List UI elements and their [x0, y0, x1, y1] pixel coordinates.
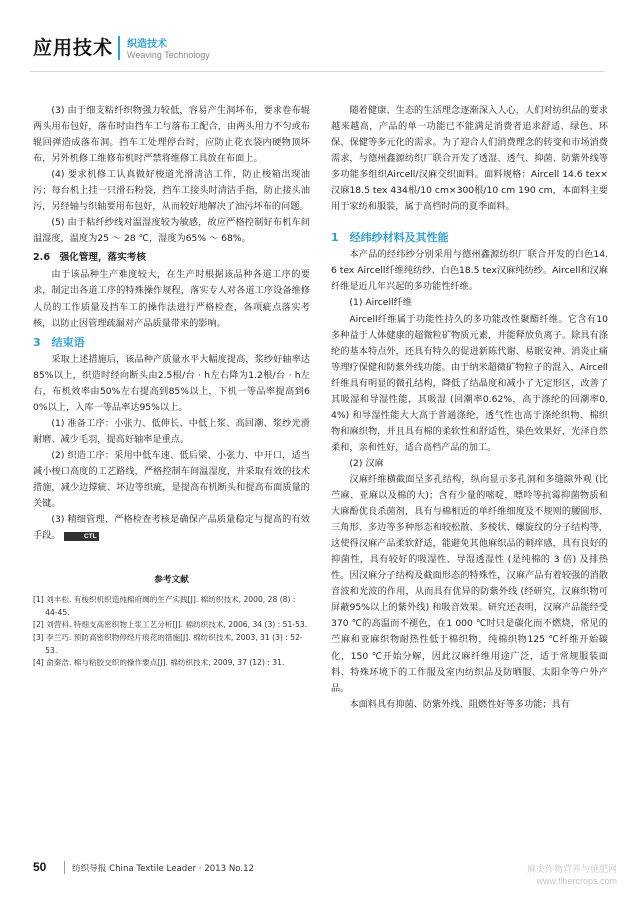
references-heading: 参考文献 — [154, 575, 189, 586]
page-number: 50 — [33, 860, 47, 874]
paragraph: 本产品的经纬纱分别采用与德州鑫源纺织厂联合开发的白色14.6 tex Aircell纤维纯纺纱、白色18.5 tex汉麻纯纺纱。Aircell和汉麻纤维是近几年兴起的多功能性纤维。 — [331, 249, 608, 293]
subsection-heading: (2) 汉麻 — [349, 457, 384, 469]
paragraph-last — [33, 512, 310, 544]
reference-item: [3] 李兰巧. 预防高密织物停经片痕花的措施[J]. 棉纺织技术, 2003, 31 (3) : 52-53. — [33, 633, 303, 655]
watermark-text: 麻类作物营养与施肥网 — [526, 865, 617, 875]
category-en: Weaving Technology — [127, 50, 210, 60]
page-header — [0, 0, 635, 80]
category-cn: 织造技术 — [127, 39, 167, 50]
header-divider — [118, 36, 120, 60]
left-column — [33, 103, 310, 670]
header-rule — [30, 71, 605, 72]
subsection-heading: (1) Aircell纤维 — [349, 297, 412, 309]
paragraph: Aircell纤维属于功能性持久的多功能改性聚酯纤维。它含有10多种益于人体健康的超微粒矿物质元素，并能释放负离子。除具有涤纶的基本特点外，还具有特久的促进新陈代谢、易眠安神、消炎止痛等理疗保健和防紫外线功能。由于纳米超微矿物粒子的混入，Aircell纤维具有明显的微孔结构，降低了结晶度和减小了无定形区，改善了其吸湿和导湿性能，其吸湿 (回潮率0.62%，高于涤纶的回潮率0.4%) 和导湿性能大大高于普通涤纶，透气性也高于涤纶织物、棉织物和麻织物，并且具有棉的柔软性和舒适性，染色效果好，光泽自然柔和，亲和性好，适合高档产品的加工。 — [331, 313, 608, 453]
section-heading: 3 结束语 — [33, 335, 85, 349]
paragraph: 由于该品种生产难度较大，在生产时根据该品种各道工序的要求，制定出各道工序的特殊操作规程，落实专人对各道工序设备维修人员的工作质量及挡车工的操作法进行严格检查，各项疵点落实考核，以防止因管理疏漏对产品质量带来的影响。 — [33, 269, 310, 329]
reference-item: [1] 刘丰松. 有梭织机织造纯棉府绸的生产实践[J]. 棉纺织技术, 2000, 28 (8) : 44-45. — [33, 595, 296, 617]
journal-name: 纺织导报 China Textile Leader · 2013 No.12 — [72, 864, 255, 874]
paragraph: (4) 要求机修工认真做好梭道光滑清洁工作，防止梭箱出现油污；每台机上挂一只滑石粉袋，挡车工接头时清洁手指，防止接头油污，另经轴与织轴要用布包好，从而较好地解决了油污坏布的问题。 — [33, 169, 310, 213]
paragraph: 汉麻纤维横截面呈多孔结构，纵向显示多孔洞和多缝隙外观 (比苎麻、亚麻以及棉的大)；含有少量的嘧啶，嘌呤等抗霉抑菌物质和大麻酚优良杀菌剂，具有与棉相近的单纤维细度及不规则的腰圆形、三角形、多边等多种形态和较松散、多棱状、螺旋纹的分子结构等，这使得汉麻产品柔软舒适，能避免其他麻织品的刺痒感，具有良好的抑菌性，具有较好的吸湿性、导湿透湿性 (是纯棉的 3 倍) 及排热性。因汉麻分子结构及截面形态的特殊性，汉麻产品有着较强的消散音波和光波的作用，从而具有优异的防紫外线 (经研究，汉麻织物可屏蔽95%以上的紫外线) 和吸音效果。研究还表明，汉麻产品能经受370 ℃的高温而不褪色，在1 000 ℃时只是碳化而不燃烧，常见的苎麻和亚麻织物耐热性低于棉织物，纯棉织物125 ℃纤维开始碳化，150 ℃开始分解，因此汉麻纤维用途广泛，适于常规服装面料、特殊环境下的工作服及室内纺织品及防晒服、太阳伞等户外产品。 — [331, 473, 608, 694]
section-title: 应用技术 — [33, 37, 114, 59]
watermark-url: www.fibercrops.com — [536, 876, 617, 886]
paragraph: 随着健康、生态的生活理念逐渐深入人心，人们对纺织品的要求越来越高，产品的单一功能已不能满足消费者追求舒适、绿色、环保、保健等多元化的需求。为了迎合人们消费理念的转变和市场消费需求，与德州鑫源纺织厂联合开发了透湿、透气、抑菌、防紫外线等多功能多组织Aircell/汉麻交织面料。面料规格：Aircell 14.6 tex×汉麻18.5 tex 434根/10 cm×300根/10 cm 190 cm，本面料主要用于家纺和服装，属于高档时尚的夏季面料。 — [331, 105, 608, 213]
last-paragraph-text: (3) 精细管理、严格检查考核是确保产品质量稳定与提高的有效手段。 — [33, 514, 310, 542]
reference-item: [2] 刘营科. 特细支高密织物上浆工艺分析[J]. 棉纺织技术, 2006, 34 (3) : 51-53. — [33, 620, 308, 630]
paragraph: 采取上述措施后，该品种产质量水平大幅度提高，浆纱好轴率达85%以上，织造时经向断头由2.5根/台 · h左右降为1.2根/台 · h左右，布机效率由50%左右提高到85%以上，下机一等品率提高到60%以上，入库一等品率达95%以上。 — [33, 353, 310, 413]
reference-item: [4] 俞秦浩. 棉与粘胶交织的操作要点[J]. 棉纺织技术, 2009, 37 (12) : 31. — [33, 658, 285, 668]
footer-divider — [64, 861, 65, 874]
paragraph: (3) 由于细支粘纤织物强力较低，容易产生洞坏布，要求卷布辊两头用布包好，落布时由挡车工与落布工配合，由两头用力不匀或布辊回弹造成落布洞。挡车工处理停台时，应防止花衣袋内硬物顶坏布，另外机修工维修布机时严禁将维修工具放在布面上。 — [33, 105, 310, 165]
section-heading: 1 经纬纱材料及其性能 — [331, 231, 449, 245]
paragraph: (2) 织造工序：采用中低车速、低后梁、小张力、中开口，适当减小梭口高度的工艺路线，严格控制车间温湿度，并采取有效的技术措施，减少边撑疵、坏边等织疵，是提高布机断头和提高布面质量的关键。 — [33, 449, 310, 510]
paragraph: (1) 准备工序：小张力、低伸长、中低上浆、高回潮、浆纱光滑耐磨、减少毛羽，提高好轴率是重点。 — [33, 417, 310, 445]
right-column — [331, 103, 608, 713]
paragraph: 本面料具有抑菌、防紫外线、阻燃性好等多功能；具有 — [349, 698, 570, 710]
subsection-heading: 2.6 强化管理，落实考核 — [33, 252, 146, 264]
paragraph: (5) 由于粘纤纱线对温湿度较为敏感，故应严格控制好布机车间温湿度，温度为25 ～ 28 ℃，湿度为65% ～ 68%。 — [33, 217, 310, 245]
end-mark: CTL — [64, 532, 99, 541]
